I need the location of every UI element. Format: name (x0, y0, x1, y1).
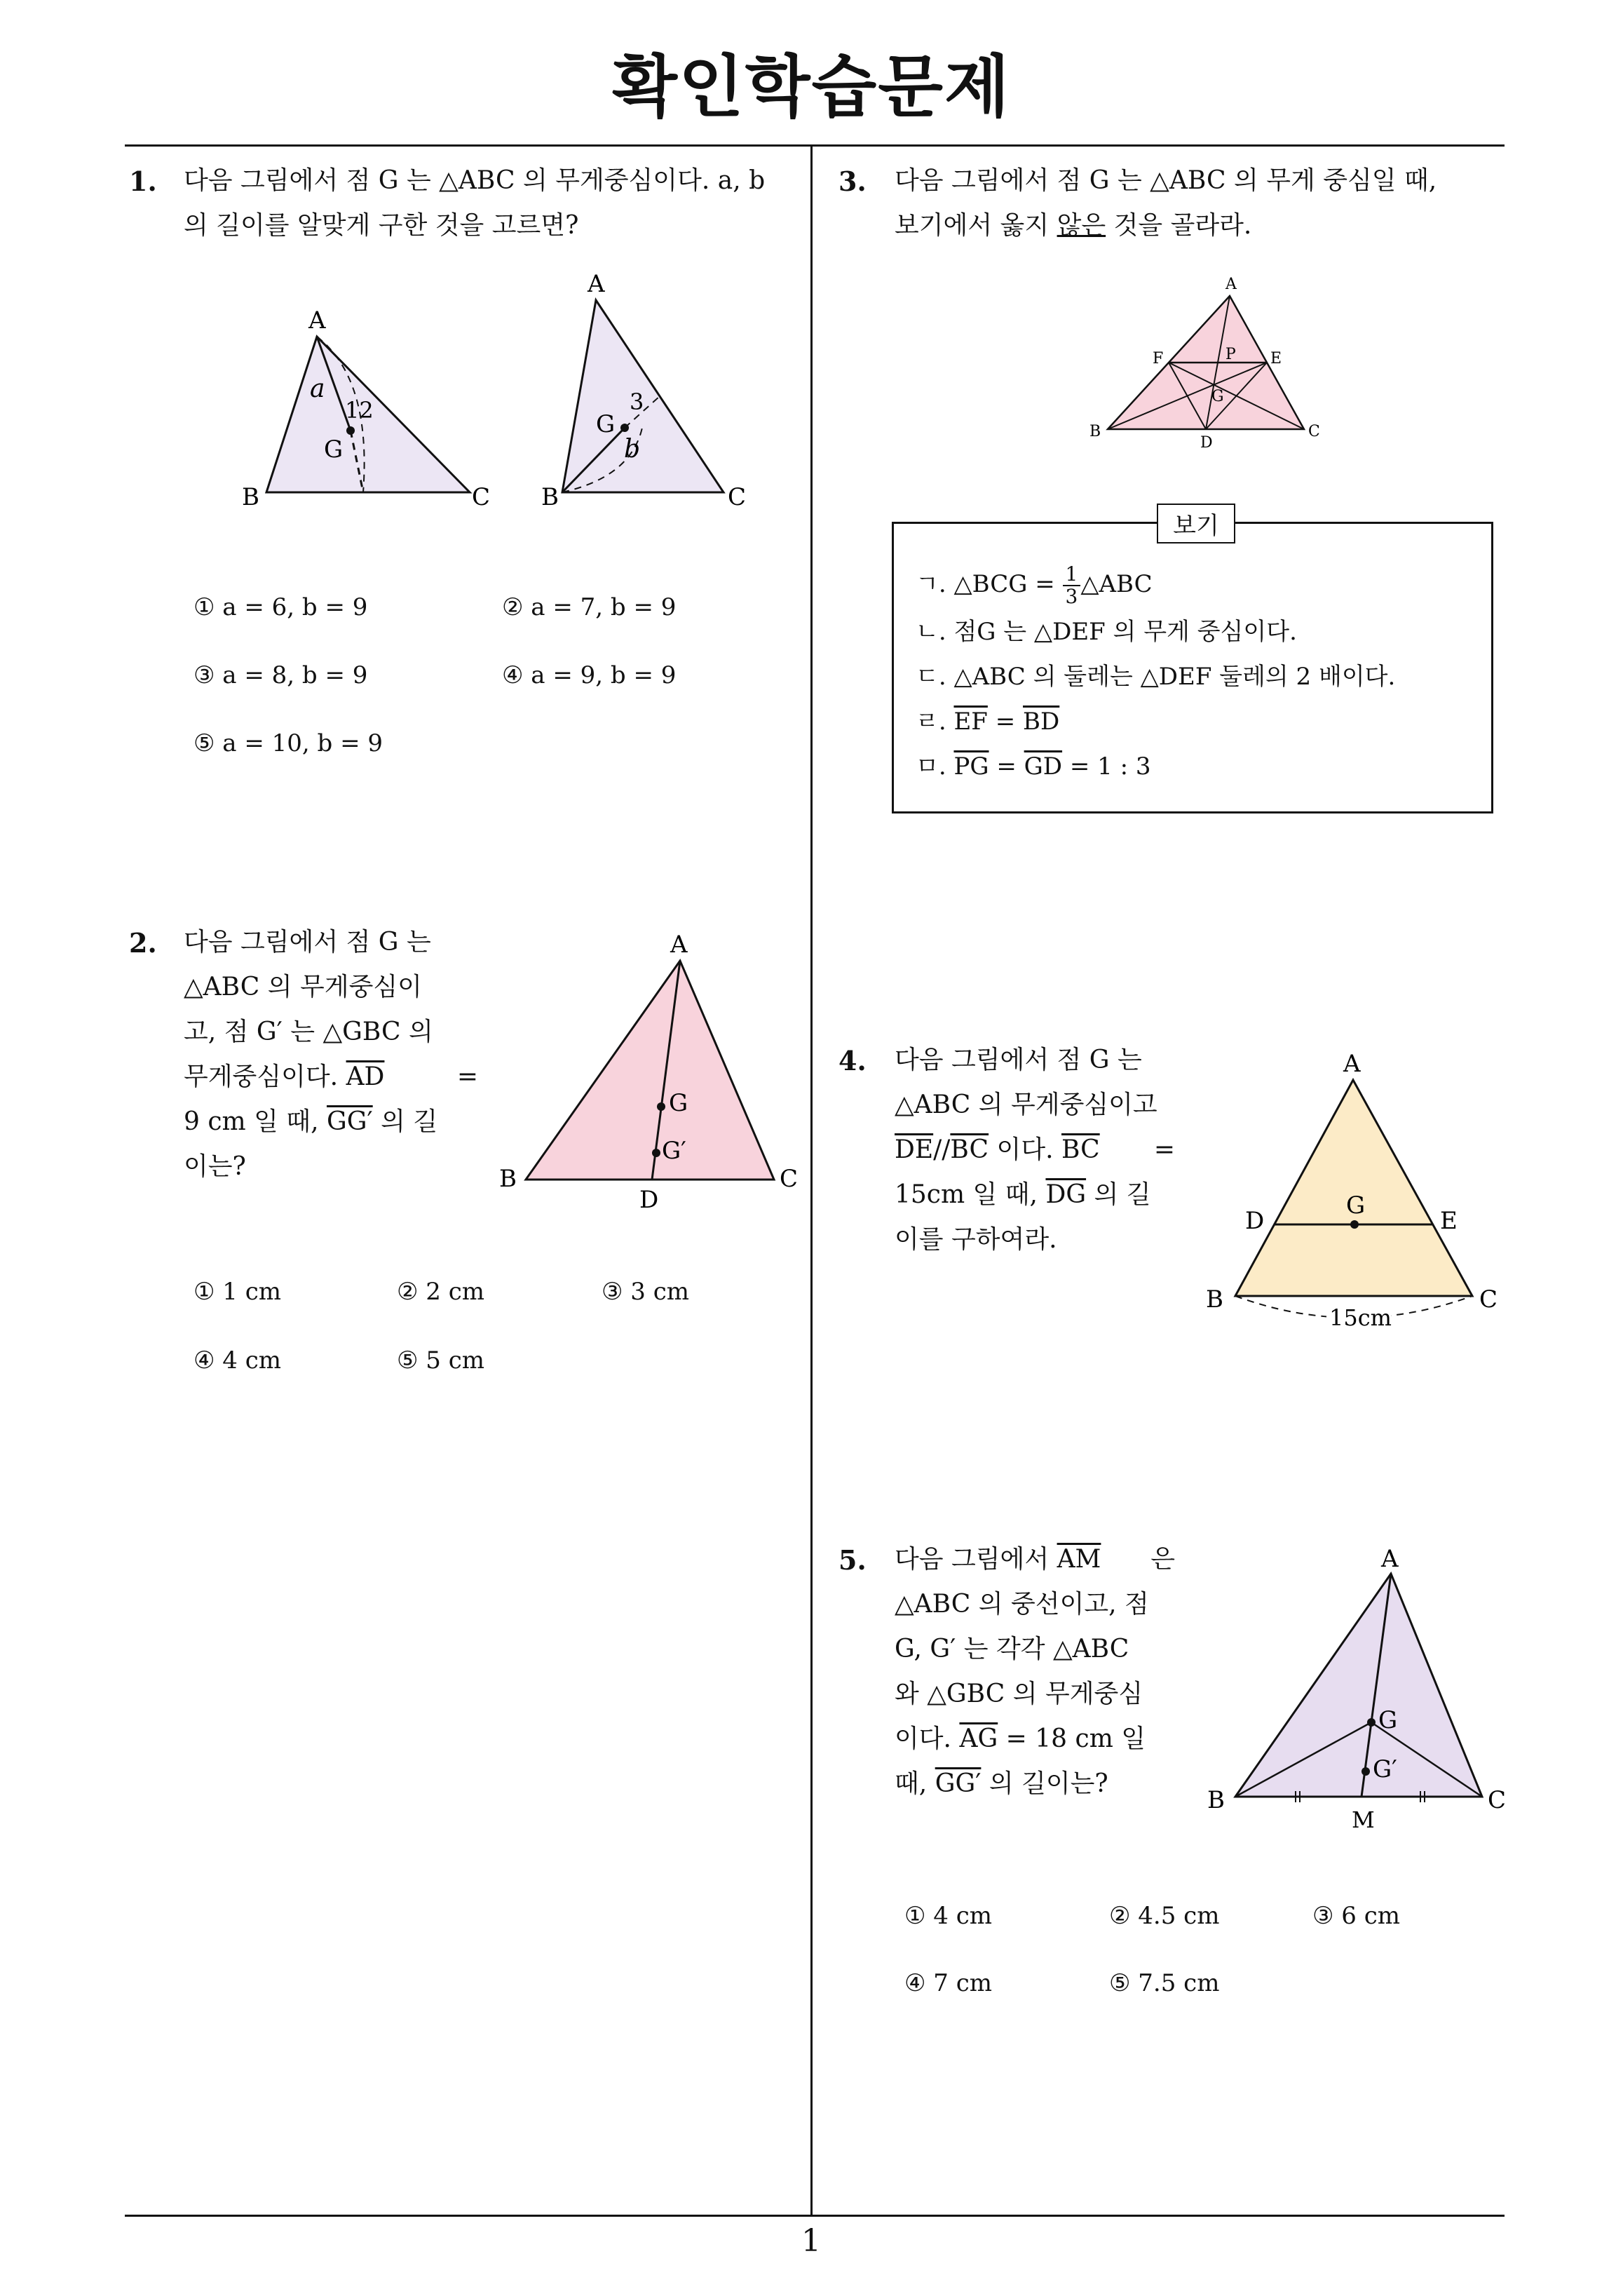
q5-figure (1192, 1543, 1521, 1837)
q5-label-c: C (1488, 1786, 1507, 1814)
q2-choice-5[interactable]: ⑤ 5 cm (397, 1346, 485, 1375)
q2-line-5-post: 의 길 (381, 1107, 438, 1136)
q4-segment-bc: $\overline{BC}$ (950, 1135, 989, 1164)
q5-segment-ag: $\overline{AG}$ (959, 1724, 998, 1753)
top-rule (125, 144, 1505, 147)
q5-label-a: A (1381, 1545, 1399, 1573)
q2-choice-1[interactable]: ① 1 cm (193, 1278, 282, 1306)
q4-line-3-mid: 이다. (996, 1135, 1054, 1164)
page-number: 1 (801, 2223, 821, 2259)
q5-choice-1[interactable]: ① 4 cm (904, 1902, 993, 1930)
q4-label-d: D (1245, 1207, 1265, 1235)
q1-f1-label-c: C (472, 483, 491, 511)
bogi-item-4-seg-bd: $\overline{BD}$ (1023, 708, 1060, 736)
q2-line-5 (184, 1100, 478, 1144)
question-number-5: 5. (838, 1544, 867, 1576)
q3-label-f: F (1153, 350, 1164, 367)
q2-line-4 (184, 1055, 478, 1100)
q4-line-4 (895, 1173, 1175, 1217)
q5-line-6-post: 의 길이는? (989, 1769, 1108, 1798)
q2-point-gprime (652, 1149, 660, 1157)
q4-parallel: // (933, 1135, 951, 1164)
q5-label-g: G (1378, 1706, 1398, 1734)
q2-line-3: 고, 점 G′ 는 △GBC 의 (184, 1018, 433, 1046)
q5-line-1-post: 은 (1150, 1545, 1175, 1574)
q1-figure-1 (231, 295, 498, 519)
q3-line-2-post: 것을 골라라. (1113, 211, 1252, 240)
q2-line-5-pre: 9 cm 일 때, (184, 1107, 319, 1136)
q4-figure (1192, 1045, 1514, 1339)
q4-label-c: C (1479, 1285, 1498, 1314)
bogi-item-1-fraction (1063, 564, 1081, 607)
question-4-text (895, 1038, 1175, 1262)
question-number-4: 4. (838, 1045, 867, 1076)
q4-segment-dg: $\overline{DG}$ (1045, 1180, 1087, 1209)
q2-label-gprime: G′ (662, 1137, 686, 1165)
page-title: 확인학습문제 (612, 48, 1011, 126)
q4-line-4-post: 의 길 (1094, 1180, 1151, 1209)
q1-f1-label-b: B (242, 483, 259, 511)
q4-line-3 (895, 1128, 1175, 1173)
q1-choice-5[interactable]: ⑤ a = 10, b = 9 (193, 729, 383, 757)
q1-f2-label-var-b: b (624, 435, 641, 464)
q5-line-2: △ABC 의 중선이고, 점 (895, 1590, 1149, 1619)
q1-f2-label-3: 3 (630, 389, 644, 415)
question-1-text (184, 158, 801, 248)
q5-line-5-post: = 18 cm 일 (1005, 1724, 1146, 1753)
q5-choice-3[interactable]: ③ 6 cm (1312, 1902, 1401, 1930)
bogi-item-4-seg-ef: $\overline{EF}$ (953, 708, 988, 736)
bogi-item-4-eq: = (995, 708, 1016, 736)
q1-f2-label-g: G (596, 410, 616, 438)
q1-f1-label-a: A (308, 306, 326, 335)
bogi-item-5-seg-gd: $\overline{GD}$ (1024, 752, 1063, 781)
q4-line-1: 다음 그림에서 점 G 는 (895, 1046, 1142, 1074)
q1-choice-4[interactable]: ④ a = 9, b = 9 (502, 661, 677, 689)
q3-label-a: A (1225, 276, 1237, 293)
q1-f1-label-12: 12 (345, 397, 374, 424)
q3-label-g: G (1211, 388, 1224, 405)
bogi-item-4[interactable] (916, 698, 1059, 745)
q4-line-2: △ABC 의 무게중심이고 (895, 1090, 1157, 1119)
q1-line-1: 다음 그림에서 점 G 는 △ABC 의 무게중심이다. a, b (184, 166, 766, 195)
question-5-text (895, 1537, 1175, 1807)
q5-line-5-pre: 이다. (895, 1724, 951, 1753)
q5-triangle (1235, 1574, 1482, 1797)
q2-segment-ad: $\overline{AD}$ (346, 1062, 385, 1091)
q1-f2-label-c: C (728, 483, 747, 511)
q4-segment-bc-2: $\overline{BC}$ (1061, 1135, 1100, 1164)
bogi-item-5[interactable] (916, 743, 1151, 790)
q2-figure (491, 926, 813, 1220)
q5-label-b: B (1207, 1786, 1225, 1814)
q2-equals: = (456, 1062, 478, 1091)
q3-line-2-pre: 보기에서 옳지 (895, 211, 1050, 240)
q5-line-4: 와 △GBC 의 무게중심 (895, 1680, 1143, 1708)
q5-segment-gg: GG′ (935, 1769, 982, 1798)
q1-choice-2[interactable]: ② a = 7, b = 9 (502, 593, 677, 621)
q2-label-a: A (670, 931, 688, 959)
q2-label-b: B (499, 1165, 517, 1193)
question-2-text (184, 920, 478, 1189)
q4-label-e: E (1440, 1207, 1458, 1235)
bogi-item-5-pre: ㅁ. (916, 752, 946, 781)
q2-segment-gg: GG′ (326, 1107, 373, 1136)
q2-line-1: 다음 그림에서 점 G 는 (184, 928, 431, 957)
q4-triangle (1235, 1080, 1472, 1296)
q1-f1-label-g: G (324, 435, 344, 464)
q3-label-e: E (1270, 350, 1282, 367)
question-number-3: 3. (838, 166, 867, 197)
q5-point-gprime (1361, 1767, 1370, 1776)
bogi-item-1-pre: ㄱ. △BCG = (916, 570, 1055, 598)
q2-line-2: △ABC 의 무게중심이 (184, 973, 422, 1001)
q1-f2-label-b: B (541, 483, 559, 511)
q4-label-b: B (1206, 1285, 1223, 1314)
q4-equals: = (1153, 1135, 1175, 1164)
q5-choice-2[interactable]: ② 4.5 cm (1109, 1902, 1220, 1930)
bogi-item-5-post: = 1 : 3 (1069, 752, 1151, 781)
bogi-item-5-eq: = (996, 752, 1017, 781)
question-3-text (895, 158, 1512, 248)
q4-line-5: 이를 구하여라. (895, 1225, 1057, 1254)
bogi-item-5-seg-pg: $\overline{PG}$ (953, 752, 989, 781)
q3-label-p: P (1225, 346, 1236, 363)
q1-choice-3[interactable]: ③ a = 8, b = 9 (193, 661, 368, 689)
q4-segment-de: $\overline{DE}$ (895, 1135, 934, 1164)
q5-segment-am: $\overline{AM}$ (1057, 1545, 1101, 1574)
q1-f2-point-g (620, 424, 629, 432)
q2-choice-4[interactable]: ④ 4 cm (193, 1346, 282, 1375)
bogi-item-4-pre: ㄹ. (916, 708, 946, 736)
q5-choice-4[interactable]: ④ 7 cm (904, 1969, 993, 1997)
q4-line-4-pre: 15cm 일 때, (895, 1180, 1038, 1209)
q2-line-6: 이는? (184, 1152, 246, 1181)
q2-point-g (657, 1102, 665, 1111)
bogi-item-1-numerator: 1 (1063, 564, 1081, 586)
q5-line-1 (895, 1537, 1175, 1582)
bogi-label: 보기 (1157, 504, 1235, 543)
q3-label-b: B (1089, 423, 1101, 440)
bogi-item-1-denominator: 3 (1065, 585, 1078, 608)
q2-triangle (526, 961, 774, 1180)
q2-label-c: C (780, 1165, 799, 1193)
q1-choice-1[interactable]: ① a = 6, b = 9 (193, 593, 368, 621)
q4-label-a: A (1343, 1050, 1361, 1078)
q3-line-1: 다음 그림에서 점 G 는 △ABC 의 무게 중심일 때, (895, 166, 1437, 195)
bogi-item-2[interactable]: ㄴ. 점G 는 △DEF 의 무게 중심이다. (916, 618, 1297, 646)
q2-choice-3[interactable]: ③ 3 cm (602, 1278, 690, 1306)
q3-line-2-underlined: 않은 (1057, 211, 1106, 240)
bottom-rule (125, 2215, 1505, 2217)
q2-line-4-text: 무게중심이다. (184, 1062, 339, 1091)
question-number-1: 1. (129, 166, 157, 197)
q4-label-length: 15cm (1329, 1304, 1392, 1331)
q1-f2-label-a: A (588, 270, 605, 298)
q5-line-3: G, G′ 는 각각 △ABC (895, 1635, 1129, 1663)
bogi-item-1-post: △ABC (1080, 570, 1153, 598)
q2-label-d: D (639, 1186, 659, 1214)
q1-f1-point-g (346, 426, 355, 435)
q4-label-g: G (1346, 1191, 1366, 1220)
q1-figure-2 (526, 266, 764, 519)
q5-line-1-pre: 다음 그림에서 (895, 1545, 1050, 1574)
q5-point-g (1367, 1718, 1376, 1727)
bogi-item-1[interactable] (916, 561, 1153, 607)
q4-point-g (1350, 1220, 1359, 1229)
q1-f1-label-var-a: a (310, 374, 325, 403)
q5-choice-5[interactable]: ⑤ 7.5 cm (1109, 1969, 1220, 1997)
q5-label-m: M (1352, 1807, 1375, 1833)
q3-figure (1080, 274, 1332, 456)
q3-line-2 (895, 203, 1512, 248)
q5-label-gprime: G′ (1373, 1755, 1397, 1783)
q5-line-6-pre: 때, (895, 1769, 928, 1798)
q1-line-2: 의 길이를 알맞게 구한 것을 고르면? (184, 211, 579, 240)
q5-line-6 (895, 1762, 1175, 1807)
q3-label-d: D (1200, 434, 1213, 452)
question-number-2: 2. (129, 927, 157, 959)
q5-line-5 (895, 1717, 1175, 1762)
q2-label-g: G (669, 1089, 688, 1117)
bogi-item-3[interactable]: ㄷ. △ABC 의 둘레는 △DEF 둘레의 2 배이다. (916, 663, 1396, 691)
q2-choice-2[interactable]: ② 2 cm (397, 1278, 485, 1306)
q3-label-c: C (1308, 423, 1320, 440)
